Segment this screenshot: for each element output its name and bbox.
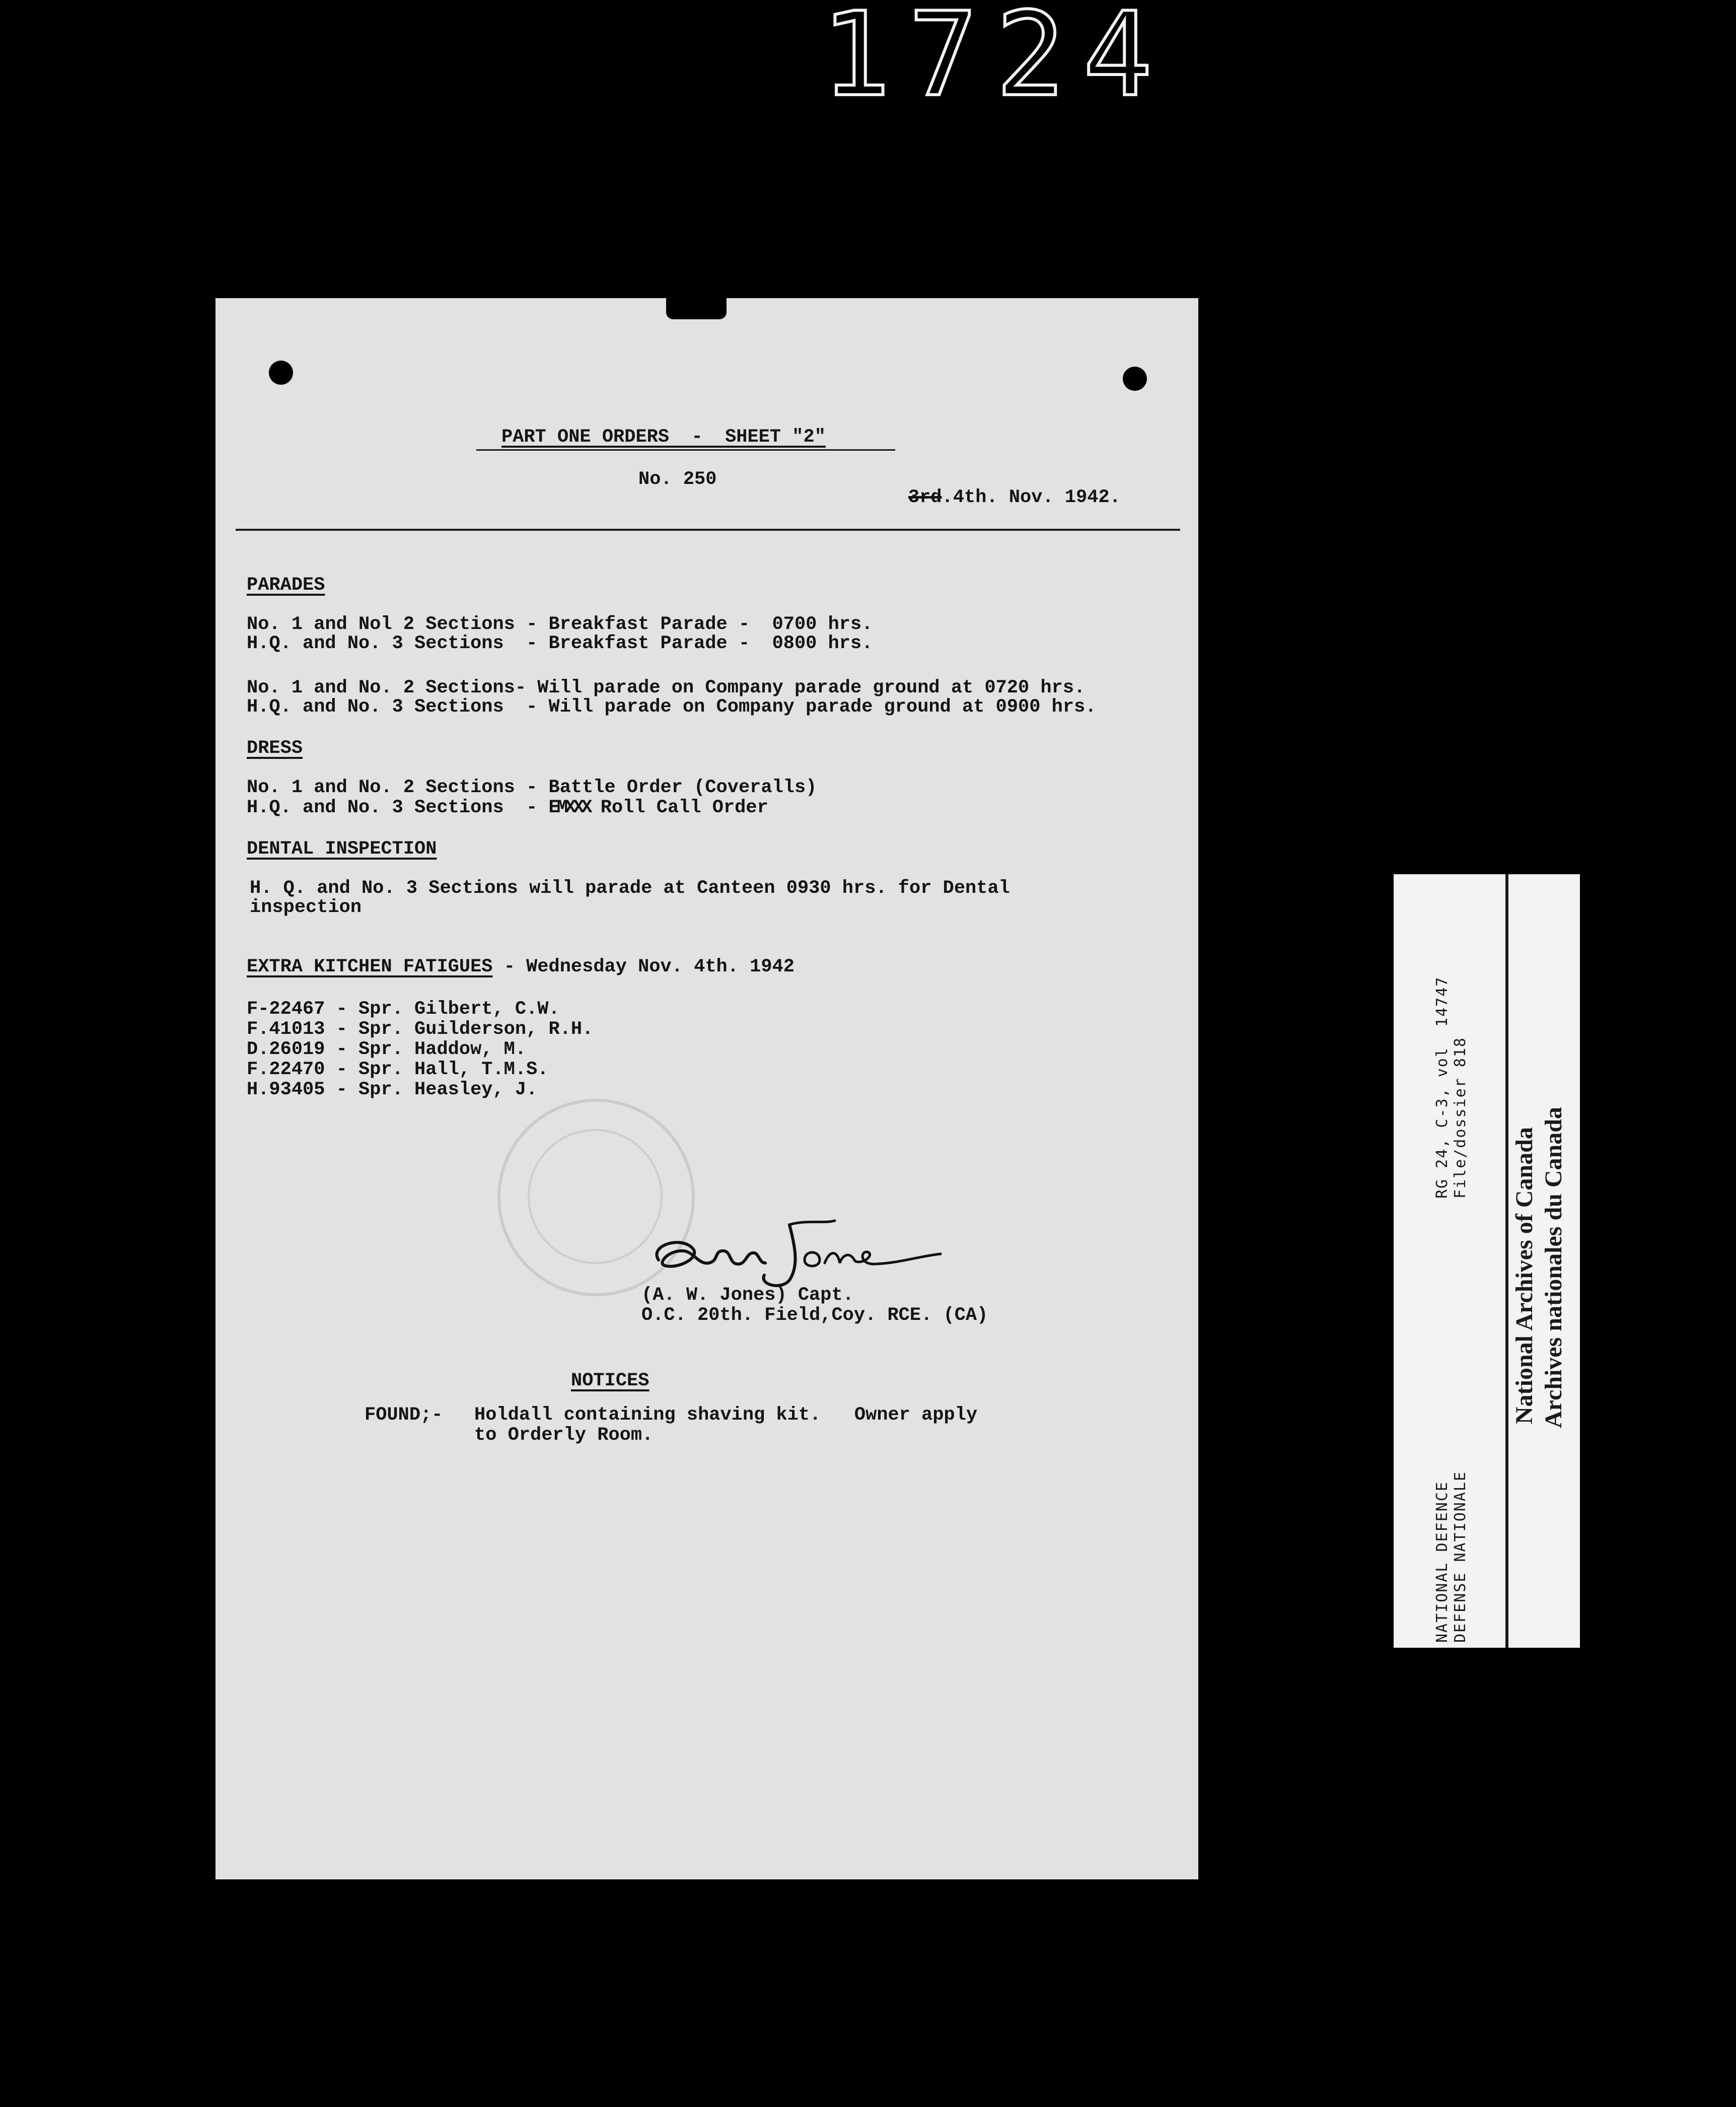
parades-line: No. 1 and No. 2 Sections- Will parade on Company parade ground at 0720 hrs. bbox=[247, 677, 1086, 698]
kitchen-subheading: - Wednesday Nov. 4th. 1942 bbox=[492, 956, 794, 977]
parades-heading: PARADES bbox=[247, 575, 325, 596]
archive-file: File/dossier 818 bbox=[1452, 1037, 1469, 1199]
archives-name-en: National Archives of Canada bbox=[1511, 1127, 1538, 1424]
page-title: PART ONE ORDERS - SHEET "2" bbox=[501, 427, 826, 448]
signatory-unit: O.C. 20th. Field,Coy. RCE. (CA) bbox=[641, 1305, 988, 1326]
dress-line: No. 1 and No. 2 Sections - Battle Order (Coveralls) bbox=[247, 777, 817, 798]
punch-hole-right bbox=[1123, 367, 1147, 391]
kitchen-entry: F.41013 - Spr. Guilderson, R.H. bbox=[247, 1019, 594, 1040]
archive-reference: RG 24, C-3, vol 14747 bbox=[1433, 976, 1451, 1199]
notice-label: FOUND;- bbox=[365, 1404, 443, 1426]
dental-line: H. Q. and No. 3 Sections will parade at Canteen 0930 hrs. for Dental bbox=[250, 878, 1010, 899]
kitchen-heading-line bbox=[247, 956, 794, 978]
parades-line: H.Q. and No. 3 Sections - Breakfast Parade - 0800 hrs. bbox=[247, 633, 873, 654]
archives-name-fr: Archives nationales du Canada bbox=[1540, 1107, 1567, 1428]
notice-line: Holdall containing shaving kit. Owner apply bbox=[474, 1404, 978, 1426]
kitchen-entry: F-22467 - Spr. Gilbert, C.W. bbox=[247, 999, 560, 1020]
archive-label-divider bbox=[1505, 874, 1508, 1648]
header-rule bbox=[236, 529, 1180, 531]
kitchen-heading: EXTRA KITCHEN FATIGUES bbox=[247, 956, 493, 977]
frame-digit: 7 bbox=[908, 0, 978, 122]
dental-line: inspection bbox=[250, 897, 362, 918]
kitchen-entry: F.22470 - Spr. Hall, T.M.S. bbox=[247, 1059, 549, 1080]
dress-heading: DRESS bbox=[247, 738, 303, 759]
handwritten-signature bbox=[638, 1215, 961, 1295]
punch-hole-left bbox=[269, 361, 293, 385]
notice-line: to Orderly Room. bbox=[474, 1425, 654, 1446]
department-en: NATIONAL DEFENCE bbox=[1433, 1481, 1451, 1643]
parades-line: No. 1 and Nol 2 Sections - Breakfast Parade - 0700 hrs. bbox=[247, 614, 873, 635]
order-number: No. 250 bbox=[638, 469, 717, 490]
dental-heading: DENTAL INSPECTION bbox=[247, 838, 437, 860]
struck-date: 3rd bbox=[908, 487, 942, 508]
notices-heading: NOTICES bbox=[571, 1370, 649, 1391]
signatory-name: (A. W. Jones) Capt. bbox=[641, 1285, 854, 1306]
parades-line: H.Q. and No. 3 Sections - Will parade on Company parade ground at 0900 hrs. bbox=[247, 696, 1097, 718]
date-text: .4th. Nov. 1942. bbox=[942, 487, 1121, 508]
overstrike-text: EMXXX bbox=[548, 797, 590, 818]
document-page bbox=[215, 298, 1198, 1879]
order-date bbox=[908, 486, 1121, 509]
title-rule bbox=[476, 449, 895, 451]
frame-digit: 1 bbox=[821, 0, 891, 122]
department-fr: DEFENSE NATIONALE bbox=[1452, 1470, 1469, 1643]
kitchen-entry: H.93405 - Spr. Heasley, J. bbox=[247, 1079, 538, 1100]
kitchen-entry: D.26019 - Spr. Haddow, M. bbox=[247, 1039, 527, 1060]
frame-digit: 2 bbox=[995, 0, 1065, 122]
dress-line: H.Q. and No. 3 Sections - EMXXX Roll Call Order bbox=[247, 797, 768, 818]
frame-digit: 4 bbox=[1082, 0, 1153, 122]
paper-tab bbox=[666, 298, 727, 319]
frame-number bbox=[821, 0, 1153, 122]
